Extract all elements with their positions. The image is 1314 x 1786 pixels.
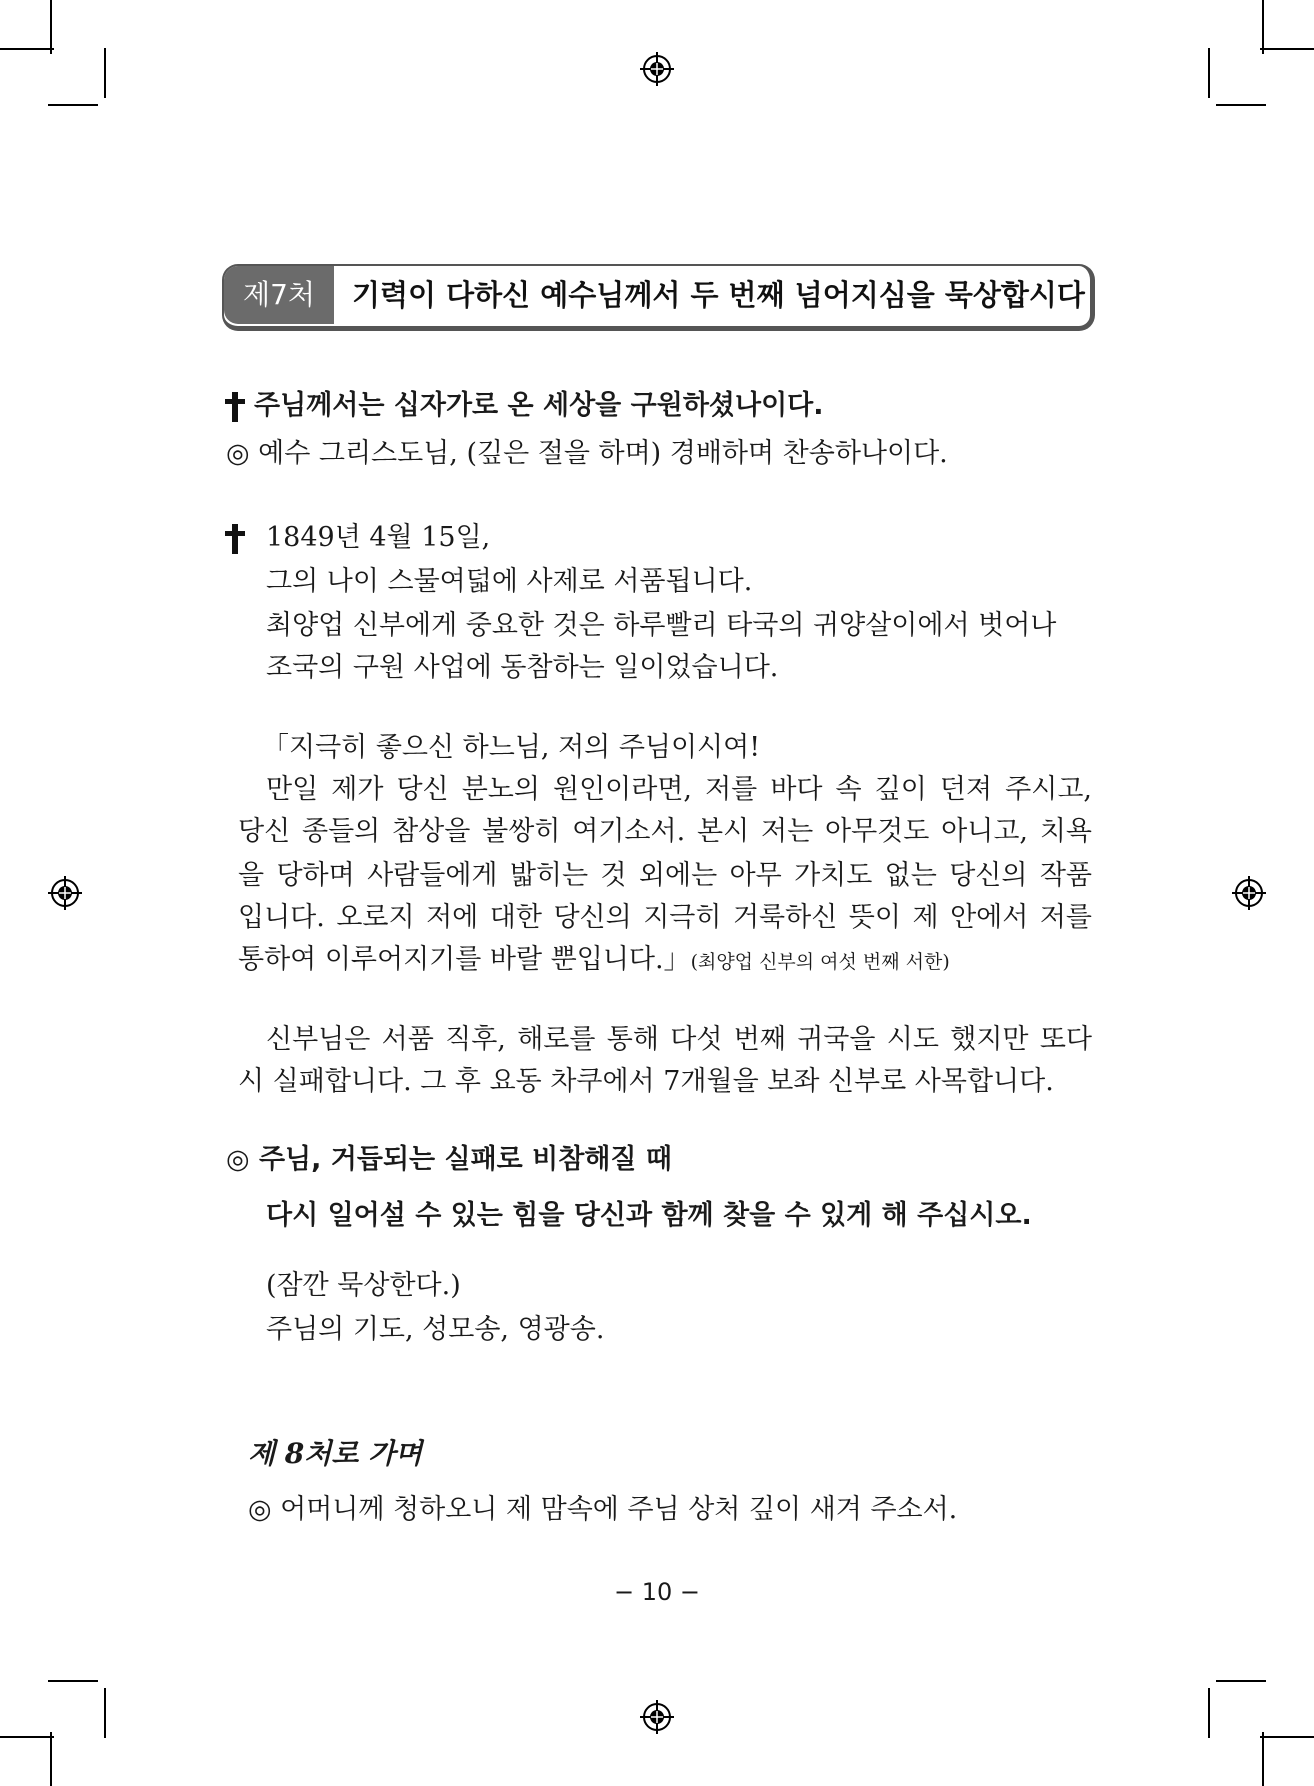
quote-line: 만일 제가 당신 분노의 원인이라면, 저를 바다 속 깊이 던져 주시고, [266,774,1092,805]
cross-icon [224,524,246,554]
reading-line: 그의 나이 스물여덟에 사제로 서품됩니다. [266,566,753,597]
cross-icon [224,392,246,422]
registration-mark-icon [48,876,82,910]
next-station-response: ◎ 어머니께 청하오니 제 맘속에 주님 상처 깊이 새겨 주소서. [248,1494,958,1525]
instruction-line: 주님의 기도, 성모송, 영광송. [266,1314,605,1345]
registration-mark-icon [640,52,674,86]
crop-mark [1262,0,1264,54]
quote-citation: (최양업 신부의 여섯 번째 서한) [690,951,950,973]
crop-mark [1216,1680,1266,1682]
narrative-line: 신부님은 서품 직후, 해로를 통해 다섯 번째 귀국을 시도 했지만 또다 [266,1024,1092,1055]
crop-mark [1216,104,1266,106]
registration-mark-icon [1232,876,1266,910]
quote-line [238,940,950,982]
crop-mark [50,0,52,54]
crop-mark [104,1688,106,1738]
reading-line: 조국의 구원 사업에 동참하는 일이었습니다. [266,652,779,683]
crop-mark [0,1736,54,1738]
crop-mark [1208,1688,1210,1738]
reading-line: 최양업 신부에게 중요한 것은 하루빨리 타국의 귀양살이에서 벗어나 [266,610,1057,641]
station-header [222,264,1090,326]
instruction-line: (잠깐 묵상한다.) [266,1270,461,1301]
crop-mark [1208,48,1210,98]
crop-mark [1260,1736,1314,1738]
quote-line: 을 당하며 사람들에게 밟히는 것 외에는 아무 가치도 없는 당신의 작품 [238,860,1092,891]
intro-versicle: 주님께서는 십자가로 온 세상을 구원하셨나이다. [254,390,824,421]
narrative-line: 시 실패합니다. 그 후 요동 차쿠에서 7개월을 보좌 신부로 사목합니다. [238,1066,1054,1097]
crop-mark [104,48,106,98]
crop-mark [48,104,98,106]
prayer-line: 다시 일어설 수 있는 힘을 당신과 함께 찾을 수 있게 해 주십시오. [266,1200,1032,1231]
reading-line: 1849년 4월 15일, [266,522,491,553]
crop-mark [1260,48,1314,50]
prayer-line: ◎ 주님, 거듭되는 실패로 비참해질 때 [226,1144,672,1175]
crop-mark [48,1680,98,1682]
registration-mark-icon [640,1700,674,1734]
next-station-heading: 제 8처로 가며 [248,1437,423,1470]
station-label: 제7처 [224,266,334,324]
quote-last-line: 통하여 이루어지기를 바랄 뿐입니다.」 [238,944,691,975]
page-number: − 10 − [613,1578,700,1606]
crop-mark [1262,1732,1264,1786]
intro-response: ◎ 예수 그리스도님, (깊은 절을 하며) 경배하며 찬송하나이다. [226,438,948,469]
quote-line: 입니다. 오로지 저에 대한 당신의 지극히 거룩하신 뜻이 제 안에서 저를 [238,902,1092,933]
crop-mark [0,48,54,50]
crop-mark [50,1732,52,1786]
station-title: 기력이 다하신 예수님께서 두 번째 넘어지심을 묵상합시다 [352,278,1085,312]
quote-line: 당신 종들의 참상을 불쌍히 여기소서. 본시 저는 아무것도 아니고, 치욕 [238,816,1092,847]
quote-line: 「지극히 좋으신 하느님, 저의 주님이시여! [262,732,761,763]
